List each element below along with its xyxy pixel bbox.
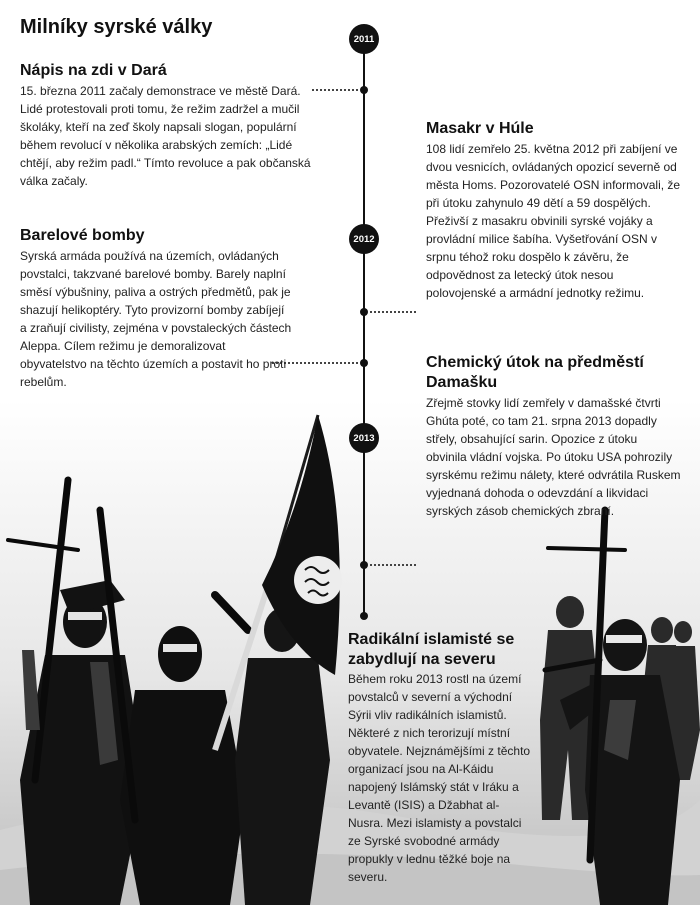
- year-marker-2012: 2012: [349, 224, 379, 254]
- entry-heading: Nápis na zdi v Dará: [20, 62, 167, 79]
- timeline-dot: [360, 86, 368, 94]
- entry-text: Syrská armáda používá na územích, ovládaných povstalci, takzvané barelové bomby. Barely naplní směsí výbušniny, paliva a ostrých předmětů, pak je shazují helikoptéry. Tyto provizorní bomby zabíjejí a zraňují civilisty, zejména v povstaleckých částech Aleppa. Cílem režimu je demoralizovat obyvatelstvo na těchto územích a postavit ho proti rebelům.: [20, 249, 292, 389]
- entry-heading: Barelové bomby: [20, 227, 145, 244]
- timeline-dot: [360, 561, 368, 569]
- year-marker-2011: 2011: [349, 24, 379, 54]
- entry-text: 108 lidí zemřelo 25. května 2012 při zabíjení ve dvou vesnicích, ovládaných opozicí severně od města Homs. Pozorovatelé OSN informovali, že při útoku zahynulo 49 dětí a 59 dospělých. Přeživší z masakru obvinili syrské vojáky a provládní milice šabíha. Vyšetřování OSN v srpnu téhož roku dospělo k závěru, že odpovědnost za letecký útok nesou polovojenské a armádní jednotky režimu.: [426, 142, 681, 300]
- page-title: Milníky syrské války: [20, 16, 213, 38]
- year-marker-2013: 2013: [349, 423, 379, 453]
- entry-text: Během roku 2013 rostl na území povstalců v severní a východní Sýrii vliv radikálních islamistů. Některé z nich terorizují místní obyvatele. Nejznámějšími z těchto organizací jsou na Al-Káidu napojený Islámský stát v Iráku a Levantě (ISIS) a Džabhat al-Nusra. Mezi islamisty a povstalci ze Syrské svobodné armády propukly v lednu těžké boje na severu.: [348, 672, 531, 884]
- entry-text: Zřejmě stovky lidí zemřely v damašské čtvrti Ghúta poté, co tam 21. srpna 2013 dopadly střely, obsahující sarin. Opozice z útoku obvinila vládní vojska. Po útoku USA pohrozily syrskému režimu nálety, které odvrátila Ruskem vyjednaná dohoda o odevzdání a likvidaci syrských zásob chemických zbraní.: [426, 396, 681, 518]
- leader-line: [370, 311, 416, 313]
- timeline-dot: [360, 359, 368, 367]
- entry-heading: Chemický útok na předměstí Damašku: [426, 354, 644, 391]
- entry-heading: Radikální islamisté se zabydlují na severu: [348, 631, 515, 668]
- timeline-axis: [363, 36, 365, 618]
- entry-heading: Masakr v Húle: [426, 120, 534, 137]
- leader-line: [370, 564, 416, 566]
- entry-text: 15. března 2011 začaly demonstrace ve městě Dará. Lidé protestovali proti tomu, že režim zadržel a mučil školáky, kteří na zeď školy napsali slogan, populární během revolucí v několika arabských zemích: „Lidé chtějí, aby režim padl.“ Tímto revoluce a pak občanská válka začaly.: [20, 84, 311, 188]
- timeline-dot: [360, 612, 368, 620]
- timeline-dot: [360, 308, 368, 316]
